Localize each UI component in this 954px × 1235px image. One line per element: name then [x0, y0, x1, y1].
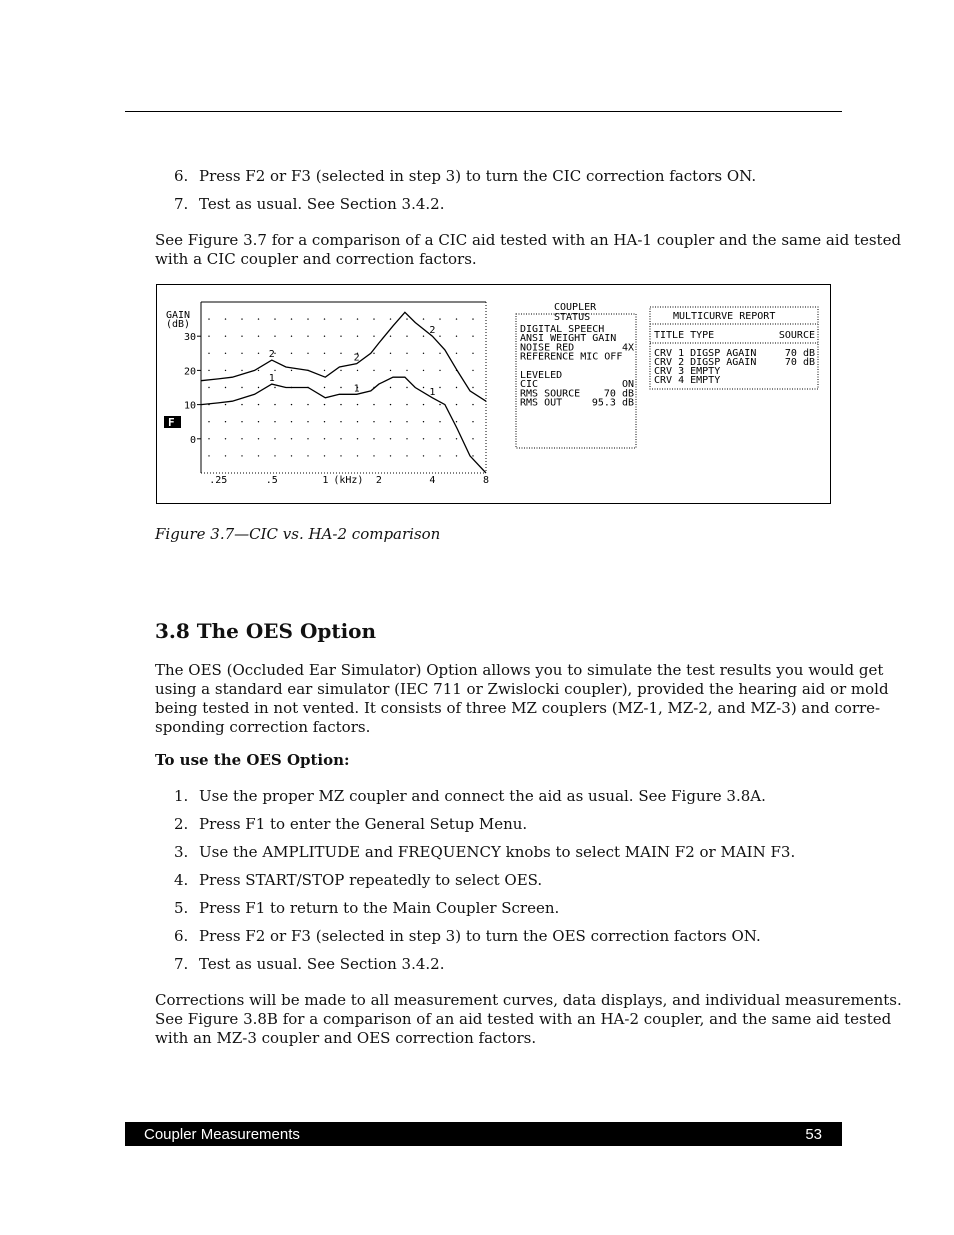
list-item: 5. Press F1 to return to the Main Coupler Screen.	[174, 899, 560, 917]
grid-dot	[340, 336, 341, 337]
grid-dot	[258, 421, 259, 422]
grid-dot	[357, 421, 358, 422]
status-row-label: RMS OUT	[520, 397, 563, 409]
coupler-status-title-2: STATUS	[554, 312, 591, 323]
intro-paragraph: See Figure 3.7 for a comparison of a CIC aid tested with an HA-1 coupler and the same aid tested with a CIC coupler and correction factors.	[155, 231, 902, 268]
multicurve-header-right: SOURCE	[778, 330, 815, 341]
grid-dot	[472, 370, 473, 371]
grid-dot	[423, 387, 424, 388]
grid-dot	[307, 421, 308, 422]
status-row-value: 70 dB	[603, 388, 634, 400]
grid-dot	[291, 353, 292, 354]
multicurve-row-label: CRV 4 EMPTY	[654, 375, 721, 386]
curve-label: 1	[353, 383, 360, 395]
status-row-label: RMS SOURCE	[520, 388, 581, 400]
grid-dot	[423, 318, 424, 319]
grid-dot	[373, 404, 374, 405]
grid-dot	[324, 438, 325, 439]
grid-dot	[439, 387, 440, 388]
grid-dot	[406, 421, 407, 422]
grid-dot	[456, 353, 457, 354]
subheading: To use the OES Option:	[155, 751, 350, 769]
grid-dot	[456, 455, 457, 456]
coupler-status-title-1: COUPLER	[554, 302, 597, 313]
y-axis-label-line1: GAIN	[166, 310, 191, 321]
grid-dot	[439, 438, 440, 439]
grid-dot	[307, 353, 308, 354]
grid-dot	[340, 421, 341, 422]
x-tick-label: .25	[209, 475, 228, 486]
y-tick-label: 0	[189, 434, 196, 446]
grid-dot	[373, 438, 374, 439]
analyzer-screen	[157, 285, 830, 503]
grid-dot	[225, 421, 226, 422]
grid-dot	[274, 421, 275, 422]
grid-dot	[357, 336, 358, 337]
status-row-label: LEVELED	[520, 370, 563, 381]
grid-dot	[208, 421, 209, 422]
grid-dot	[274, 318, 275, 319]
grid-dot	[406, 336, 407, 337]
grid-dot	[340, 438, 341, 439]
grid-dot	[225, 455, 226, 456]
grid-dot	[340, 455, 341, 456]
grid-dot	[241, 318, 242, 319]
grid-dot	[307, 455, 308, 456]
grid-dot	[340, 387, 341, 388]
grid-dot	[291, 370, 292, 371]
grid-dot	[390, 353, 391, 354]
grid-dot	[390, 455, 391, 456]
grid-dot	[307, 404, 308, 405]
list-item: 7. Test as usual. See Section 3.4.2.	[174, 195, 445, 213]
section-heading: 3.8 The OES Option	[155, 619, 377, 643]
grid-dot	[472, 387, 473, 388]
grid-dot	[373, 336, 374, 337]
grid-dot	[307, 318, 308, 319]
badge-letter: F	[168, 416, 175, 429]
curve-label: 1	[268, 373, 275, 385]
grid-dot	[241, 404, 242, 405]
grid-dot	[225, 387, 226, 388]
grid-dot	[291, 404, 292, 405]
grid-dot	[340, 370, 341, 371]
grid-dot	[406, 455, 407, 456]
x-tick-label: 1	[322, 475, 329, 486]
grid-dot	[274, 455, 275, 456]
y-tick-label: 20	[183, 366, 196, 378]
grid-dot	[423, 404, 424, 405]
grid-dot	[241, 387, 242, 388]
grid-dot	[357, 438, 358, 439]
grid-dot	[258, 404, 259, 405]
y-tick-label: 30	[183, 332, 196, 344]
grid-dot	[274, 387, 275, 388]
status-row-value: ON	[621, 379, 634, 391]
grid-dot	[456, 421, 457, 422]
grid-dot	[307, 336, 308, 337]
grid-dot	[373, 370, 374, 371]
grid-dot	[456, 404, 457, 405]
page-number: 53	[805, 1126, 822, 1143]
grid-dot	[472, 336, 473, 337]
x-tick-label: 8	[482, 475, 490, 486]
grid-dot	[291, 438, 292, 439]
grid-dot	[324, 353, 325, 354]
x-axis-unit-label: (kHz)	[333, 475, 364, 486]
grid-dot	[241, 370, 242, 371]
grid-dot	[472, 353, 473, 354]
grid-dot	[439, 353, 440, 354]
figure-caption: Figure 3.7—CIC vs. HA-2 comparison	[155, 525, 441, 543]
grid-dot	[390, 404, 391, 405]
grid-dot	[456, 318, 457, 319]
list-item: 6. Press F2 or F3 (selected in step 3) to turn the CIC correction factors ON.	[174, 167, 757, 185]
grid-dot	[406, 404, 407, 405]
grid-dot	[439, 404, 440, 405]
grid-dot	[258, 336, 259, 337]
grid-dot	[340, 404, 341, 405]
grid-dot	[208, 336, 209, 337]
grid-dot	[423, 336, 424, 337]
x-tick-label: 2	[375, 475, 382, 486]
grid-dot	[357, 318, 358, 319]
grid-dot	[390, 318, 391, 319]
grid-dot	[258, 387, 259, 388]
grid-dot	[225, 336, 226, 337]
multicurve-title: MULTICURVE REPORT	[673, 311, 776, 322]
grid-dot	[439, 318, 440, 319]
grid-dot	[324, 455, 325, 456]
grid-dot	[390, 370, 391, 371]
multicurve-row-label: CRV 3 EMPTY	[654, 366, 721, 377]
grid-dot	[390, 336, 391, 337]
grid-dot	[258, 353, 259, 354]
curve-label: 2	[353, 352, 360, 364]
closing-paragraph: Corrections will be made to all measurement curves, data displays, and individual measurements. See Figure 3.8B for a comparison of an aid tested with an HA-2 coupler, and the same aid tested with an MZ-3 coupler and OES correction factors.	[155, 991, 902, 1047]
grid-dot	[423, 455, 424, 456]
list-item: 3. Use the AMPLITUDE and FREQUENCY knobs to select MAIN F2 or MAIN F3.	[174, 843, 796, 861]
status-row-label: ANSI WEIGHT GAIN	[520, 333, 617, 345]
grid-dot	[258, 438, 259, 439]
x-tick-label: 4	[429, 475, 436, 486]
series-line-1	[201, 377, 486, 473]
grid-dot	[472, 455, 473, 456]
grid-dot	[225, 438, 226, 439]
grid-dot	[274, 336, 275, 337]
grid-dot	[291, 318, 292, 319]
multicurve-row-value: 70 dB	[784, 348, 815, 359]
grid-dot	[456, 438, 457, 439]
footer-bar	[125, 1122, 842, 1146]
multicurve-row-value: 70 dB	[784, 357, 815, 368]
status-row-value: 4X	[621, 342, 634, 354]
grid-dot	[324, 387, 325, 388]
curve-label: 2	[429, 325, 436, 337]
grid-dot	[241, 353, 242, 354]
grid-dot	[241, 438, 242, 439]
grid-dot	[472, 404, 473, 405]
grid-dot	[423, 370, 424, 371]
grid-dot	[274, 404, 275, 405]
grid-dot	[258, 370, 259, 371]
grid-dot	[406, 318, 407, 319]
grid-dot	[357, 455, 358, 456]
footer-chapter-title: Coupler Measurements	[144, 1126, 300, 1143]
status-row-label: REFERENCE MIC OFF	[520, 351, 623, 363]
multicurve-header-left: TITLE TYPE	[654, 330, 715, 341]
grid-dot	[406, 387, 407, 388]
x-tick-label: .5	[265, 475, 278, 486]
list-item: 6. Press F2 or F3 (selected in step 3) to turn the OES correction factors ON.	[174, 927, 761, 945]
figure-3-7	[156, 284, 831, 504]
grid-dot	[390, 387, 391, 388]
grid-dot	[439, 336, 440, 337]
grid-dot	[456, 387, 457, 388]
grid-dot	[340, 353, 341, 354]
series-line-2	[201, 312, 486, 401]
grid-dot	[225, 318, 226, 319]
grid-dot	[241, 336, 242, 337]
grid-dot	[324, 318, 325, 319]
grid-dot	[208, 438, 209, 439]
curve-label: 2	[268, 349, 275, 361]
grid-dot	[472, 421, 473, 422]
grid-dot	[274, 438, 275, 439]
grid-dot	[423, 353, 424, 354]
status-row-label: CIC	[520, 379, 539, 391]
grid-dot	[225, 404, 226, 405]
header-rule	[125, 111, 842, 112]
grid-dot	[373, 353, 374, 354]
list-item: 2. Press F1 to enter the General Setup Menu.	[174, 815, 528, 833]
grid-dot	[456, 336, 457, 337]
grid-dot	[439, 455, 440, 456]
grid-dot	[274, 370, 275, 371]
grid-dot	[291, 455, 292, 456]
curve-label: 1	[429, 386, 436, 398]
grid-dot	[340, 318, 341, 319]
grid-dot	[324, 370, 325, 371]
grid-dot	[373, 455, 374, 456]
list-item: 1. Use the proper MZ coupler and connect the aid as usual. See Figure 3.8A.	[174, 787, 766, 805]
grid-dot	[406, 353, 407, 354]
grid-dot	[208, 455, 209, 456]
grid-dot	[390, 421, 391, 422]
status-row-label: NOISE RED	[520, 342, 575, 354]
multicurve-row-label: CRV 1 DIGSP AGAIN	[654, 348, 757, 359]
grid-dot	[324, 404, 325, 405]
grid-dot	[373, 318, 374, 319]
grid-dot	[406, 438, 407, 439]
grid-dot	[406, 370, 407, 371]
status-row-value: 95.3 dB	[591, 397, 634, 409]
grid-dot	[324, 336, 325, 337]
grid-dot	[423, 438, 424, 439]
grid-dot	[241, 421, 242, 422]
grid-dot	[357, 370, 358, 371]
grid-dot	[472, 318, 473, 319]
grid-dot	[291, 421, 292, 422]
list-item: 4. Press START/STOP repeatedly to select OES.	[174, 871, 543, 889]
grid-dot	[208, 318, 209, 319]
list-item: 7. Test as usual. See Section 3.4.2.	[174, 955, 445, 973]
status-row-label: DIGITAL SPEECH	[520, 324, 605, 335]
grid-dot	[390, 438, 391, 439]
grid-dot	[225, 353, 226, 354]
grid-dot	[258, 455, 259, 456]
grid-dot	[307, 438, 308, 439]
grid-dot	[423, 421, 424, 422]
oes-paragraph: The OES (Occluded Ear Simulator) Option allows you to simulate the test results you would get using a standard ear simulator (IEC 711 or Zwislocki coupler), provided the hearing aid or mold being tested in not vented. It consists of three MZ couplers (MZ-1, MZ-2, and MZ-3) and corre- sponding correction factors.	[155, 661, 889, 736]
grid-dot	[357, 404, 358, 405]
grid-dot	[241, 455, 242, 456]
grid-dot	[373, 421, 374, 422]
grid-dot	[208, 370, 209, 371]
y-axis-label-line2: (dB)	[166, 319, 191, 330]
y-tick-label: 10	[183, 400, 196, 412]
grid-dot	[208, 353, 209, 354]
function-badge-icon	[164, 416, 181, 429]
multicurve-row-label: CRV 2 DIGSP AGAIN	[654, 357, 757, 368]
grid-dot	[439, 370, 440, 371]
grid-dot	[258, 318, 259, 319]
grid-dot	[291, 336, 292, 337]
grid-dot	[225, 370, 226, 371]
grid-dot	[472, 438, 473, 439]
grid-dot	[324, 421, 325, 422]
grid-dot	[439, 421, 440, 422]
grid-dot	[208, 387, 209, 388]
